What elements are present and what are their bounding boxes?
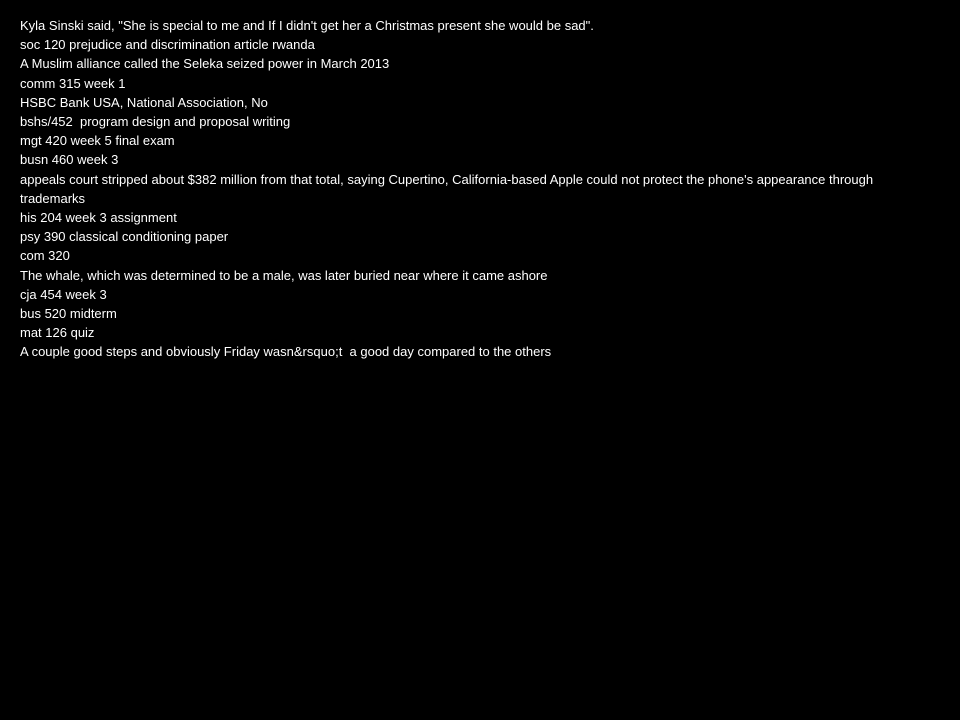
- text-line: bshs/452 program design and proposal writing: [20, 114, 291, 130]
- text-line: psy 390 classical conditioning paper: [20, 229, 229, 245]
- text-line: soc 120 prejudice and discrimination article rwanda: [20, 37, 315, 53]
- text-line: his 204 week 3 assignment: [20, 210, 177, 226]
- text-line: Kyla Sinski said, "She is special to me and If I didn't get her a Christmas present she would be sad".: [20, 18, 594, 33]
- text-line: A Muslim alliance called the Seleka seized power in March 2013: [20, 56, 390, 72]
- text-line: busn 460 week 3: [20, 152, 119, 168]
- text-line: A couple good steps and obviously Friday wasn&rsquo;t a good day compared to the others: [20, 344, 552, 360]
- text-line: com 320: [20, 248, 70, 264]
- text-line: bus 520 midterm: [20, 306, 117, 322]
- text-block: [20, 16, 920, 362]
- text-line: mat 126 quiz: [20, 325, 95, 341]
- text-line: HSBC Bank USA, National Association, No: [20, 94, 268, 110]
- text-line: comm 315 week 1: [20, 75, 126, 91]
- text-line: mgt 420 week 5 final exam: [20, 133, 175, 149]
- text-line: The whale, which was determined to be a male, was later buried near where it came ashore: [20, 267, 548, 283]
- text-line: appeals court stripped about $382 million from that total, saying Cupertino, California-based Apple could not protect the phone's appearance through trademarks: [20, 171, 877, 206]
- text-line: cja 454 week 3: [20, 286, 107, 302]
